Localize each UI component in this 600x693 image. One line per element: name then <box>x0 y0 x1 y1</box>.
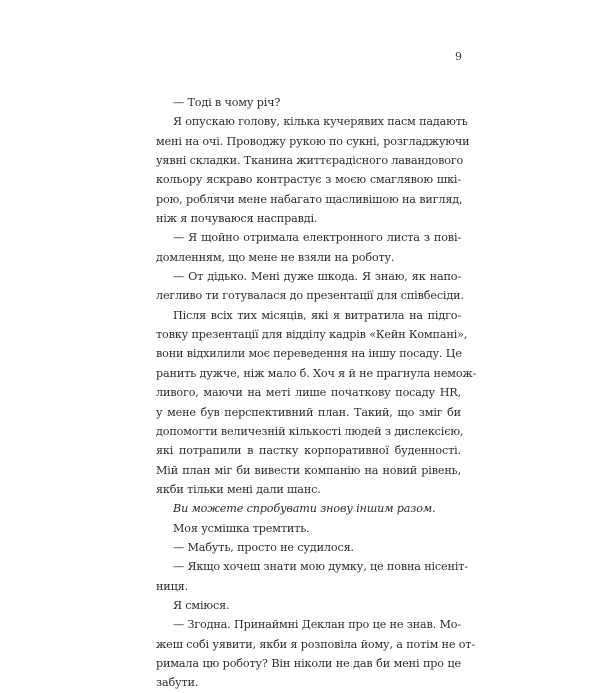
text-line: ниця. <box>156 579 188 593</box>
text-line: легливо ти готувалася до презентації для співбесіди. <box>156 289 464 303</box>
text-line: якби тільки мені дали шанс. <box>156 482 321 496</box>
text-line: — Тоді в чому річ? <box>173 96 281 109</box>
text-line: ливого, маючи на меті лише початкову посаду HR, <box>156 386 461 400</box>
body-text <box>156 93 477 693</box>
italic-thought-line: Ви можете спробувати знову іншим разом. <box>173 502 436 516</box>
text-line: жеш собі уявити, якби я розповіла йому, а потім не от- <box>156 637 475 651</box>
text-line: вони відхилили моє переведення на іншу посаду. Це <box>156 347 462 361</box>
text-line: ніж я почуваюся насправді. <box>156 212 318 226</box>
text-line: рою, роблячи мене набагато щасливішою на вигляд, <box>156 192 463 206</box>
text-line: — Якщо хочеш знати мою думку, це повна нісеніт- <box>173 560 468 574</box>
text-line: Після всіх тих місяців, які я витратила на підго- <box>173 308 461 322</box>
text-line: уявні складки. Тканина життєрадісного лавандового <box>156 154 464 168</box>
text-line: — Згодна. Принаймні Деклан про це не знав. Мо- <box>173 618 461 632</box>
text-line: ранить дужче, ніж мало б. Хоч я й не прагнула немож- <box>156 366 477 380</box>
text-line: мені на очі. Проводжу рукою по сукні, розгладжуючи <box>156 134 470 148</box>
text-line: Моя усмішка тремтить. <box>173 521 310 535</box>
text-line: Я опускаю голову, кілька кучерявих пасм падають <box>173 115 468 129</box>
text-line: товку презентації для відділу кадрів «Кейн Компані», <box>156 328 468 342</box>
text-line: — От дідько. Мені дуже шкода. Я знаю, як напо- <box>173 270 461 284</box>
text-line: — Я щойно отримала електронного листа з пові- <box>173 231 461 245</box>
text-line: кольору яскраво контрастує з моєю смаглявою шкі- <box>156 173 461 187</box>
text-line: допомогти величезній кількості людей з дислексією, <box>156 424 464 438</box>
text-line: — Мабуть, просто не судилося. <box>173 540 354 554</box>
text-line: Мій план міг би вивести компанію на новий рівень, <box>156 463 461 477</box>
text-line: у мене був перспективний план. Такий, що зміг би <box>156 405 461 419</box>
text-line: римала цю роботу? Він ніколи не дав би мені про це <box>156 656 461 670</box>
text-line: Я сміюся. <box>173 598 230 612</box>
page-number: 9 <box>455 50 462 63</box>
text-line: які потрапили в пастку корпоративної буденності. <box>156 444 461 458</box>
text-line: домленням, що мене не взяли на роботу. <box>156 250 395 264</box>
text-line: забути. <box>156 676 199 690</box>
